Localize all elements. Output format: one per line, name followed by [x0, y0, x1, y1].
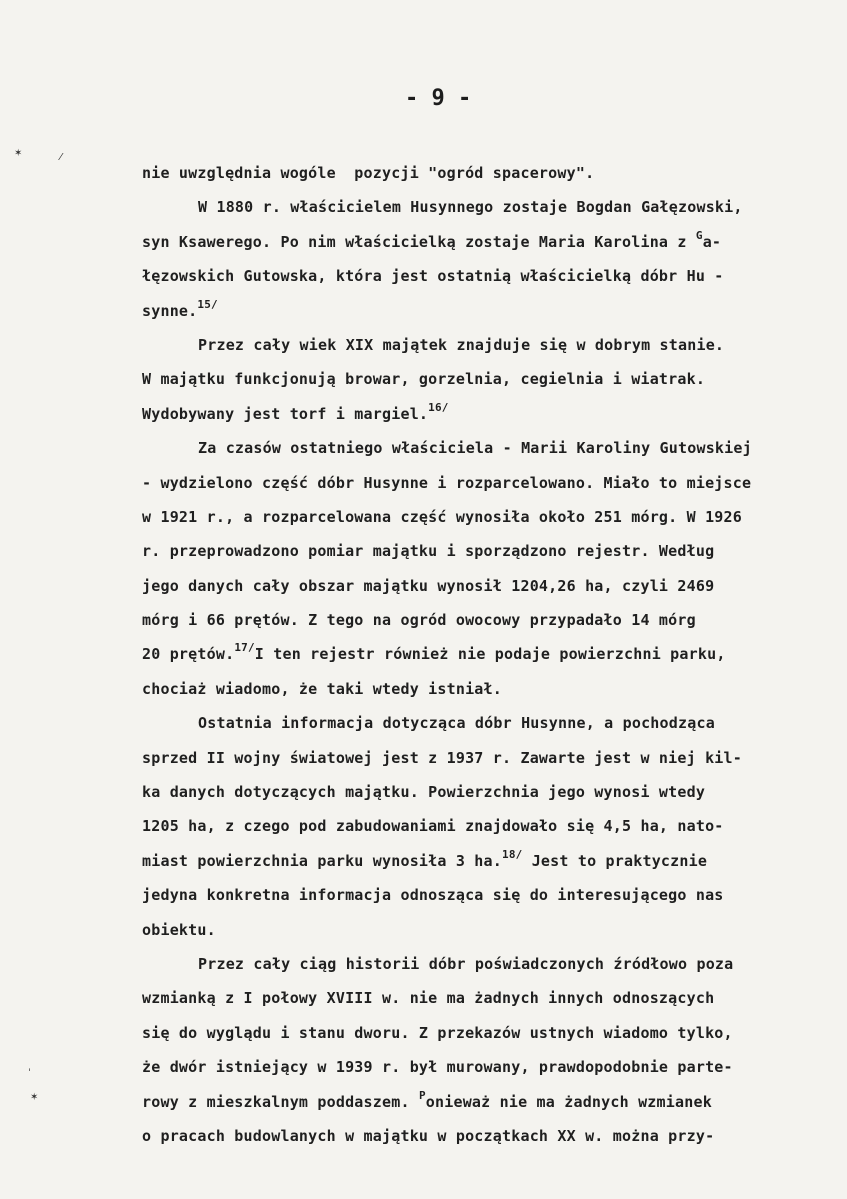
margin-tick-mark: ✶: [30, 1092, 39, 1103]
text-line: [142, 190, 822, 224]
text-segment: o pracach budowlanych w majątku w początkach XX w. można przy-: [142, 1126, 715, 1145]
text-segment: W majątku funkcjonują browar, gorzelnia, cegielnia i wiatrak.: [142, 370, 706, 389]
text-segment: że dwór istniejący w 1939 r. był murowany, prawdopodobnie parte-: [142, 1058, 733, 1077]
text-segment: Przez cały ciąg historii dóbr poświadczonych źródłowo poza: [198, 954, 734, 973]
text-line: [142, 981, 822, 1015]
text-segment: jego danych cały obszar majątku wynosił 1204,26 ha, czyli 2469: [142, 576, 715, 595]
text-segment: - wydzielono część dóbr Husynne i rozparcelowano. Miało to miejsce: [142, 473, 752, 492]
text-line: [142, 913, 822, 947]
text-line: [142, 569, 822, 603]
text-segment: Wydobywany jest torf i margiel.: [142, 404, 429, 423]
text-line: [142, 225, 822, 259]
text-line: [142, 672, 822, 706]
text-segment: r. przeprowadzono pomiar majątku i sporządzono rejestr. Według: [142, 542, 715, 561]
text-line: [142, 466, 822, 500]
text-line: [142, 1085, 822, 1119]
text-segment: 20 prętów.: [142, 645, 235, 664]
footnote-reference: 16/: [428, 400, 449, 414]
text-segment: 1205 ha, z czego pod zabudowaniami znajdowało się 4,5 ha, nato-: [142, 817, 724, 836]
text-segment: się do wyglądu i stanu dworu. Z przekazów ustnych wiadomo tylko,: [142, 1023, 733, 1042]
text-line: [142, 947, 822, 981]
text-line: [142, 431, 822, 465]
text-segment: syn Ksawerego. Po nim właścicielką zostaje Maria Karolina z: [142, 232, 696, 251]
text-segment: obiektu.: [142, 920, 216, 939]
text-line: [142, 775, 822, 809]
text-segment: Ostatnia informacja dotycząca dóbr Husynne, a pochodząca: [198, 714, 715, 733]
text-line: [142, 844, 822, 878]
text-line: [142, 637, 822, 671]
text-line: [142, 259, 822, 293]
text-line: [142, 1119, 822, 1153]
text-line: [142, 328, 822, 362]
text-segment: łęzowskich Gutowska, która jest ostatnią właścicielką dóbr Hu -: [142, 267, 724, 286]
text-segment: Przez cały wiek XIX majątek znajduje się w dobrym stanie.: [198, 335, 725, 354]
text-segment: I ten rejestr również nie podaje powierzchni parku,: [254, 645, 726, 664]
text-line: [142, 809, 822, 843]
text-segment: Jest to praktycznie: [522, 851, 708, 870]
text-line: [142, 156, 822, 190]
text-segment: wzmianką z I połowy XVIII w. nie ma żadnych innych odnoszących: [142, 989, 715, 1008]
footnote-reference: 15/: [197, 297, 218, 311]
text-segment: jedyna konkretna informacja odnosząca się do interesującego nas: [142, 886, 724, 905]
text-segment: ka danych dotyczących majątku. Powierzchnia jego wynosi wtedy: [142, 783, 706, 802]
text-segment: miast powierzchnia parku wynosiła 3 ha.: [142, 851, 502, 870]
text-line: [142, 603, 822, 637]
text-line: [142, 294, 822, 328]
text-segment: rowy z mieszkalnym poddaszem.: [142, 1092, 419, 1111]
page-number: - 9 -: [405, 86, 472, 111]
typed-text-body: [142, 156, 822, 1153]
text-line: [142, 1016, 822, 1050]
text-line: [142, 741, 822, 775]
text-line: [142, 878, 822, 912]
margin-tick-mark: ˈ: [28, 1068, 31, 1079]
footnote-reference: 18/: [502, 847, 523, 861]
footnote-reference: 17/: [234, 641, 255, 655]
text-segment: w 1921 r., a rozparcelowana część wynosiła około 251 mórg. W 1926: [142, 507, 742, 526]
text-line: [142, 534, 822, 568]
text-segment: Za czasów ostatniego właściciela - Marii Karoliny Gutowskiej: [198, 439, 752, 458]
text-segment: synne.: [142, 301, 198, 320]
text-segment: chociaż wiadomo, że taki wtedy istniał.: [142, 679, 502, 698]
text-segment: sprzed II wojny światowej jest z 1937 r. Zawarte jest w niej kil-: [142, 748, 742, 767]
text-line: [142, 500, 822, 534]
text-segment: a-: [702, 232, 722, 251]
text-segment: onieważ nie ma żadnych wzmianek: [425, 1092, 712, 1111]
footnote-reference: P: [418, 1088, 426, 1102]
text-line: [142, 706, 822, 740]
margin-tick-mark: ⁄: [60, 152, 62, 163]
text-segment: mórg i 66 prętów. Z tego na ogród owocowy przypadało 14 mórg: [142, 611, 696, 630]
footnote-reference: G: [695, 228, 703, 242]
text-line: [142, 362, 822, 396]
text-line: [142, 397, 822, 431]
text-segment: nie uwzględnia wogóle pozycji "ogród spacerowy".: [142, 164, 595, 182]
text-line: [142, 1050, 822, 1084]
margin-tick-mark: ✶: [14, 148, 23, 159]
text-segment: W 1880 r. właścicielem Husynnego zostaje Bogdan Gałęzowski,: [198, 198, 743, 217]
